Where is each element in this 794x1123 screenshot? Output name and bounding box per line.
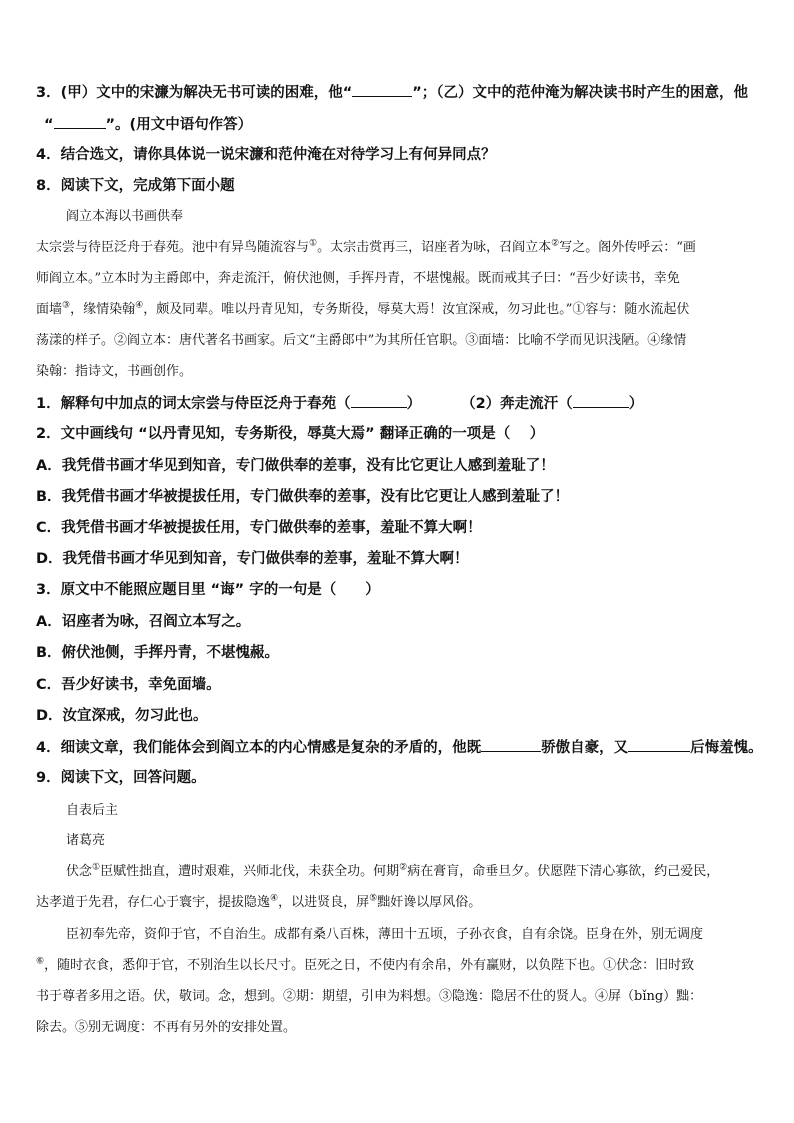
footnote-mark: ④ <box>135 300 144 311</box>
passage-9-line3: 臣初奉先帝，资仰于官，不自治生。成都有桑八百株，薄田十五顷，子孙衣食，自有余饶。臣身在外，别无调度 <box>66 927 704 942</box>
passage-9-author: 诸葛亮 <box>66 833 106 848</box>
option-a[interactable]: A．诏座者为咏，召阎立本写之。 <box>36 614 251 630</box>
passage-8-line5: 染翰：指诗文，书画创作。 <box>36 364 193 379</box>
passage-9-line2: 达孝道于先君，存仁心于寰宇，提拔隐逸④，以进贤良，屏⑤黜奸谗以厚风俗。 <box>36 893 482 910</box>
answer-blank[interactable] <box>352 82 412 97</box>
passage-9-line5: 书于尊者多用之语。伏，敬词。念，想到。②期：期望，引申为料想。③隐逸：隐居不仕的贤人。④屏（bǐng）黜： <box>36 989 703 1004</box>
question-3a-text-4: ”。(用文中语句作答） <box>105 117 253 133</box>
option-c[interactable]: C．吾少好读书，幸免面墙。 <box>36 677 221 693</box>
passage-8-line1: 太宗尝与待臣泛舟于春苑。池中有异鸟随流容与①。太宗击赏再三，诏座者为咏，召阎立本②写之。阁外传呼云：“画 <box>36 238 696 255</box>
footnote-mark: ① <box>92 862 101 873</box>
answer-blank[interactable] <box>628 737 690 752</box>
option-d[interactable]: D．我凭借书画才华见到知音，专门做供奉的差事，羞耻不算大啊！ <box>36 551 469 567</box>
passage-8-line3: 面墙③，缘情染翰④，颇及同辈。唯以丹青见知，专务斯役，辱莫大焉！汝宜深戒，勿习此也。”①容与：随水流起伏 <box>36 300 690 317</box>
passage-9-line6: 除去。⑤别无调度：不再有另外的安排处置。 <box>36 1020 297 1035</box>
option-b[interactable]: B．俯伏池侧，手挥丹青，不堪愧赧。 <box>36 645 280 661</box>
question-8-1: 1．解释句中加点的词太宗尝与侍臣泛舟于春苑（ ） （2）奔走流汗（ ） <box>36 393 758 414</box>
footnote-mark: ⑤ <box>369 893 378 904</box>
question-8-2: 2．文中画线句 “以丹青见知，专务斯役，辱莫大焉” 翻译正确的一项是（ ） <box>36 426 545 442</box>
passage-9-title: 自表后主 <box>66 803 119 818</box>
passage-8-title: 阎立本海以书画供奉 <box>66 209 184 224</box>
passage-9-line4: ⑥，随时衣食，悉仰于官，不别治生以长尺寸。臣死之日，不使内有余帛，外有赢财，以负陛下也。①伏念：旧时致 <box>36 956 695 973</box>
footnote-mark: ④ <box>270 893 279 904</box>
question-4a: 4．结合选文，请你具体说一说宋濂和范仲淹在对待学习上有何异同点？ <box>36 147 496 163</box>
footnote-mark: ③ <box>62 300 71 311</box>
passage-9-line1: 伏念①臣赋性拙直，遭时艰难，兴师北伐，未获全功。何期②病在膏肓，命垂旦夕。伏愿陛下清心寡欲，约己爱民， <box>66 862 720 879</box>
option-c[interactable]: C．我凭借书画才华被提拔任用，专门做供奉的差事，羞耻不算大啊！ <box>36 520 482 536</box>
option-d[interactable]: D．汝宜深戒，勿习此也。 <box>36 708 208 724</box>
question-8-4: 4．细读文章，我们能体会到阎立本的内心情感是复杂的矛盾的，他既 骄傲自豪，又 后悔羞愧。 <box>36 737 758 758</box>
footnote-mark: ⑥ <box>36 956 45 967</box>
option-a[interactable]: A．我凭借书画才华见到知音，专门做供奉的差事，没有比它更让人感到羞耻了！ <box>36 458 555 474</box>
answer-blank[interactable] <box>351 393 407 408</box>
footnote-mark: ② <box>551 238 560 249</box>
question-3a-text-1: 3．(甲）文中的宋濂为解决无书可读的困难，他“ <box>36 85 353 101</box>
answer-blank[interactable] <box>481 737 541 752</box>
question-3a-text-2: ”；（乙）文中的范仲淹为解决读书时产生的困意，他 <box>412 85 749 101</box>
answer-blank[interactable] <box>573 393 629 408</box>
passage-8-line2: 师阎立本。”立本时为主爵郎中，奔走流汗，俯伏池侧，手挥丹青，不堪愧赧。既而戒其子曰：“吾少好读书，幸免 <box>36 271 680 286</box>
option-b[interactable]: B．我凭借书画才华被提拔任用，专门做供奉的差事，没有比它更让人感到羞耻了！ <box>36 489 570 505</box>
question-3a-line1 <box>36 82 758 103</box>
question-8-3: 3．原文中不能照应题目里 “诲” 字的一句是（ ） <box>36 582 380 598</box>
footnote-mark: ② <box>399 862 408 873</box>
section-9-header: 9．阅读下文，回答问题。 <box>36 770 206 786</box>
section-8-header: 8．阅读下文，完成第下面小题 <box>36 178 235 194</box>
footnote-mark: ① <box>309 238 318 249</box>
question-3a-text-3: “ <box>44 117 54 133</box>
answer-blank[interactable] <box>54 114 106 129</box>
question-3a-line2 <box>44 114 758 135</box>
passage-8-line4: 荡漾的样子。②阎立本：唐代著名书画家。后文“主爵郎中”为其所任官职。③面墙：比喻不学而见识浅陋。④缘情 <box>36 333 687 348</box>
